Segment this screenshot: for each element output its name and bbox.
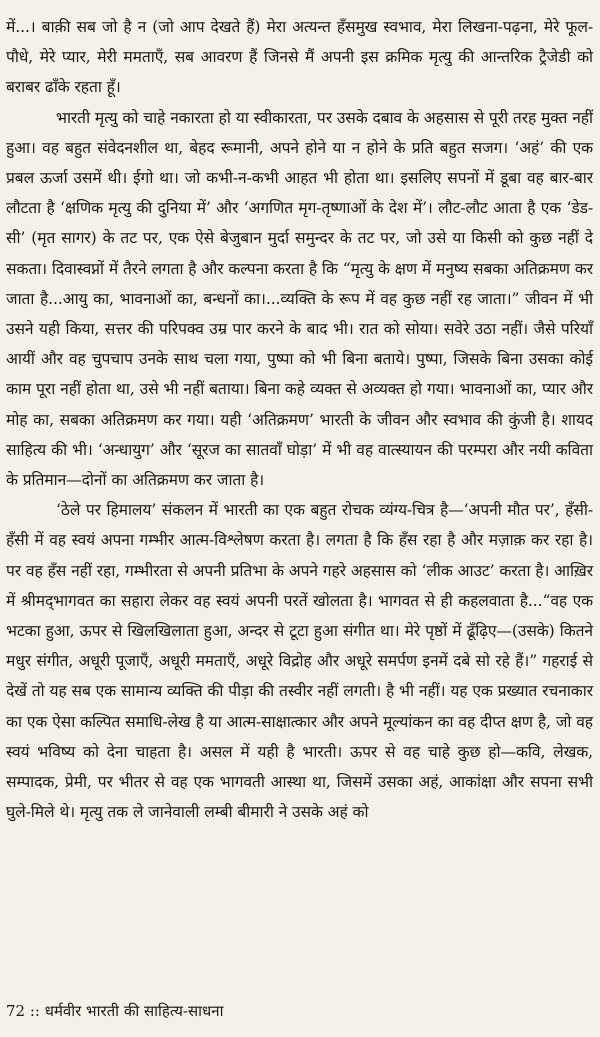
paragraph-2: भारती मृत्यु को चाहे नकारता हो या स्वीकारता, पर उसके दबाव के अहसास से पूरी तरह मुक्त नहीं हुआ। वह बहुत संवेदनशील था, बेहद रूमानी, अपने होने या न होने के प्रति बहुत सजग। ‘अहं’ की एक प्रबल ऊर्जा उसमें थी। ईगो था। जो कभी-न-कभी आहत भी होता था। इसलिए सपनों में डूबा वह बार-बार लौटता है ‘क्षणिक मृत्यु की दुनिया में’ और ‘अगणित मृग-तृष्णाओं के देश में’। लौट-लौट आता है एक ‘डेड-सी’ (मृत सागर) के तट पर, एक ऐसे बेजुबान मुर्दा समुन्दर के तट पर, जो उसे या किसी को कुछ नहीं दे सकता। दिवास्वप्नों में तैरने लगता है और कल्पना करता है कि “मृत्यु के क्षण में मनुष्य सबका अतिक्रमण कर जाता है...आयु का, भावनाओं का, बन्धनों का।...व्यक्ति के रूप में वह कुछ नहीं रह जाता।” जीवन में भी उसने यही किया, सत्तर की परिपक्व उम्र पार करने के बाद भी। रात को सोया। सवेरे उठा नहीं। जैसे परियाँ आयीं और वह चुपचाप उनके साथ चला गया, पुष्पा को भी बिना बताये। पुष्पा, जिसके बिना उसका कोई काम पूरा नहीं होता था, उसे भी नहीं बताया। बिना कहे व्यक्त से अव्यक्त हो गया। भावनाओं का, प्यार और मोह का, सबका अतिक्रमण कर गया। यही ‘अतिक्रमण’ भारती के जीवन और स्वभाव की कुंजी है। शायद साहित्य की भी। ‘अन्धायुग’ और ‘सूरज का सातवाँ घोड़ा’ में भी वह वात्स्यायन की परम्परा और नयी कविता के प्रतिमान—दोनों का अतिक्रमण कर जाता है।	[6, 108, 593, 490]
paragraph-3: ‘ठेले पर हिमालय’ संकलन में भारती का एक बहुत रोचक व्यंग्य-चित्र है—‘अपनी मौत पर’, हँसी-हँसी में वह स्वयं अपना गम्भीर आत्म-विश्लेषण करता है। लगता है कि हँस रहा है और मज़ाक़ कर रहा है। पर वह हँस नहीं रहा, गम्भीरता से अपनी प्रतिभा के अपने गहरे अहसास को ‘लीक आउट’ करता है। आख़िर में श्रीमद्‌भागवत का सहारा लेकर वह स्वयं अपनी परतें खोलता है। भागवत से ही कहलवाता है...“वह एक भटका हुआ, ऊपर से खिलखिलाता हुआ, अन्दर से टूटा हुआ संगीत था। मेरे पृष्ठों में ढूँढ़िए—(उसके) कितने मधुर संगीत, अधूरी पूजाएँ, अधूरी ममताएँ, अधूरे विद्रोह और अधूरे समर्पण इनमें दबे सो रहे हैं।” गहराई से देखें तो यह सब एक सामान्य व्यक्ति की पीड़ा की तस्वीर नहीं लगती। है भी नहीं। यह एक प्रख्यात रचनाकार का एक ऐसा कल्पित समाधि-लेख है या आत्म-साक्षात्कार और अपने मूल्यांकन का वह दीप्त क्षण है, जो वह स्वयं भविष्य को देना चाहता है। असल में यही है भारती। ऊपर से वह चाहे कुछ हो—कवि, लेखक, सम्पादक, प्रेमी, पर भीतर से वह एक भागवती आस्था था, जिसमें उसका अहं, आकांक्षा और सपना सभी घुले-मिले थे। मृत्यु तक ले जानेवाली लम्बी बीमारी ने उसके अहं को	[6, 501, 593, 822]
page-footer: 72 :: धर्मवीर भारती की साहित्य-साधना	[6, 1002, 224, 1020]
paragraph-1: में...। बाक़ी सब जो है न (जो आप देखते हैं) मेरा अत्यन्त हँसमुख स्वभाव, मेरा लिखना-पढ़ना, मेरे फूल-पौधे, मेरे प्यार, मेरी ममताएँ, सब आवरण हैं जिनसे मैं अपनी इस क्रमिक मृत्यु की आन्तरिक ट्रैजेडी को बराबर ढाँके रहता हूँ।	[6, 18, 593, 97]
